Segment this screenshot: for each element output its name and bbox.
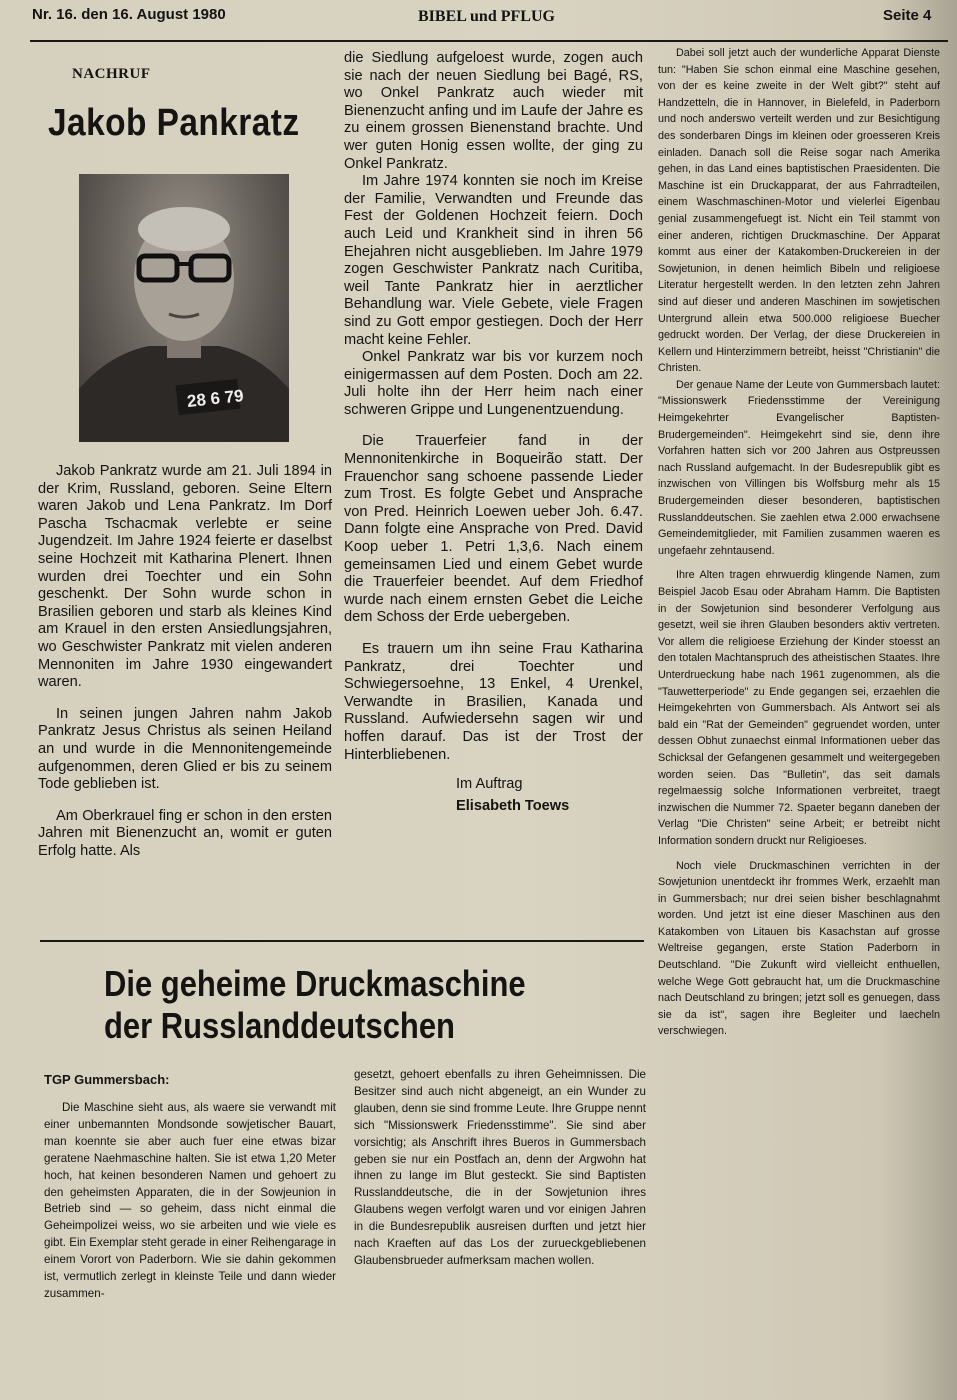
article-headline-line2: der Russlanddeutschen [104,1005,455,1046]
masthead-rule [30,40,948,42]
article-paragraph: Ihre Alten tragen ehrwuerdig klingende Namen, zum Beispiel Jacob Esau oder Abraham Hamm. Die Baptisten in der Sowjetunion sind besonderer Verfolgung aus gesetzt, weil sie ihren Glauben besonders aktiv vertreten. Vor allem die religioese Erziehung der Kinder stoesst an den totalen Machtanspruch des atheistischen Staates. Ihre Unterdrueckung habe nach 1961 zugenommen, als die "Tauwetterperiode" zu Ende gegangen sei, erzaehlen die Heimgekehrten von Gummersbach. Als Antwort sei als bald ein "Rat der Gemeinden" gegruendet worden, unter dessen Obhut zunaechst einmal Informationen ueber das Schicksal der Gefangenen gesammelt und weitergegeben worden seien. Das "Bulletin", das seit damals regelmaessig solche Informationen verbreitet, traegt inzwischen die Nummer 72. Spaeter begann daneben der Verlag "Die Christen" seine Arbeit; er betreibt nicht Information sondern druckt nur Religioeses. [658,569,940,847]
article-paragraph: Der genaue Name der Leute von Gummersbach lautet: "Missionswerk Friedensstimme der Vereinigung Heimgekehrter Evangelischer Baptisten-Brudergemeinden". Heimgekehrt sind sie, denn ihre Vorfahren hatten sich vor 200 Jahren aus Ostpreussen nach Russland aufgemacht. In der Budesrepublik gibt es inzwischen von Villingen bis Wolfsburg mehr als 15 Brudergemeinden dieser besonderen, baptistischen Russlanddeutschen. Sie zaehlen etwa 2.000 erwachsene Gemeindemitglieder, mit Familien zusammen waeren es ungefaehr zehntausend. [658,378,940,557]
portrait-illustration [79,174,289,442]
obituary-paragraph: Im Jahre 1974 konnten sie noch im Kreise der Familie, Verwandten und Freunde das Fest der Goldenen Hochzeit feiern. Doch auch Leid und Krankheit sind in ihren 56 Ehejahren nicht ausgeblieben. Im Jahre 1979 zogen Geschwister Pankratz nach Curitiba, weil Tante Pankratz hier in aerztlicher Behandlung war. Viele Gebete, viele Fragen sind zu Gott empor gestiegen. Doch der Herr macht keine Fehler. [344,173,643,348]
obituary-author: Elisabeth Toews [456,797,570,814]
obituary-paragraph: In seinen jungen Jahren nahm Jakob Pankratz Jesus Christus als seinen Heiland an und wurde in die Mennonitengemeinde aufgenommen, deren Glied er bis zu seinem Tode geblieben ist. [38,705,332,793]
newspaper-title: BIBEL und PFLUG [418,8,555,25]
obituary-kicker: NACHRUF [72,66,151,82]
obituary-paragraph: Onkel Pankratz war bis vor kurzem noch einigermassen auf dem Posten. Doch am 22. Juli holte ihn der Herr heim nach einer schweren Grippe und Lungenentzuendung. [344,349,643,418]
article-dateline: TGP Gummersbach: [44,1072,170,1087]
obituary-name: Jakob Pankratz [48,102,300,144]
photo-number-tag: 28 6 79 [186,386,245,411]
article-headline-line1: Die geheime Druckmaschine [104,963,526,1004]
issue-date: Nr. 16. den 16. August 1980 [32,6,226,23]
portrait-photo [79,174,289,442]
obituary-paragraph: die Siedlung aufgeloest wurde, zogen auch sie nach der neuen Siedlung bei Bagé, RS, wo Onkel Pankratz auch wieder mit Bienenzucht anfing und im Laufe der Jahre es zu einem grossen Bienenstand brachte. Und wer guten Honig essen wollte, der ging zu Onkel Pankratz. [344,50,643,172]
article-paragraph: gesetzt, gehoert ebenfalls zu ihren Geheimnissen. Die Besitzer sind auch nicht abgeneigt, an ein Wunder zu glauben, denn sie sind fromme Leute. Ihre Gruppe nennt sich "Missionswerk Friedensstimme". Sie sind aber vorsichtig; als Anschrift ihres Bueros in Gummersbach geben sie nur ein Postfach an, denn der Argwohn hat ihnen zu lange im Blut gesteckt. Sie sind Baptisten Russlanddeutsche, die in der Sowjetunion ihres Glaubens wegen verfolgt waren und vor einigen Jahren in die Bundesrepublik ausreisen durften und jetzt hier nach Kraeften auf das Los der zurueckgebliebenen Glaubensbrueder aufmerksam machen wollen. [354,1068,646,1267]
obituary-paragraph: Die Trauerfeier fand in der Mennonitenkirche in Boqueirão statt. Der Frauenchor sang schoene passende Lieder zum Trost. Es folgte Gebet und Ansprache von Pred. Heinrich Loewen ueber Joh. 6.47. Dann folgte eine Ansprache von Pred. David Koop ueber 1. Petri 1,3,6. Nach einem gemeinsamen Lied und einem Gebet wurde die Trauerfeier beendet. Auf dem Friedhof wurde nach einem ernsten Gebet die Leiche dem Schoss der Erde uebergeben. [344,433,643,626]
page-number: Seite 4 [883,7,932,24]
obituary-paragraph: Jakob Pankratz wurde am 21. Juli 1894 in der Krim, Russland, geboren. Seine Eltern waren Jakob und Lena Pankratz. Im Dorf Pascha Tschacmak verlebte er seine Jugendzeit. Im Jahre 1924 feierte er daselbst seine Hochzeit mit Katharina Plenert. Ihnen wurden drei Toechter und ein Sohn geschenkt. Der Sohn wurde schon in Brasilien geboren und starb als kleines Kind am Krauel in den ersten Ansiedlungsjahren, wo Geschwister Pankratz mit vielen anderen Mennoniten im Jahre 1930 eingewandert waren. [38,463,332,691]
obituary-paragraph: Am Oberkrauel fing er schon in den ersten Jahren mit Bienenzucht an, womit er guten Erfolg hatte. Als [38,807,332,859]
article-paragraph: Noch viele Druckmaschinen verrichten in der Sowjetunion unentdeckt ihr frommes Werk, erzaehlt man in Gummersbach; nur drei seien bisher beschlagnahmt worden. Und jetzt ist eine dieser Maschinen aus den Katakomben von Litauen bis Kasachstan auf grosse Weltreise gegangen, erste Station Paderborn in Deutschland. "Die Zukunft wird vielleicht enthuellen, welche Wege Gott gebraucht hat, um die Druckmaschine nach Deutschland zu bringen; jetzt soll es genuegen, dass sie da ist", sagen ihre Begleiter und laecheln verschwiegen. [658,859,940,1038]
section-divider [40,940,644,942]
obituary-paragraph: Es trauern um ihn seine Frau Katharina Pankratz, drei Toechter und Schwiegersoehne, 13 Enkel, 4 Urenkel, Verwandte in Brasilien, Kanada und Russland. Aufwiedersehn sagen wir und hoffen darauf. Das ist der Trost der Hinterbliebenen. [344,641,643,763]
article-paragraph: Die Maschine sieht aus, als waere sie verwandt mit einer unbemannten Mondsonde sowjetischer Bauart, man koennte sie aber auch fuer eine etwas bizar geratene Naehmaschine halten. Sie ist etwa 1,20 Meter hoch, hat keinen besonderen Namen und gehoert zu den geheimsten Apparaten, die in der Sowjeunion in Betrieb sind — so geheim, dass nicht einmal die Geheimpolizei weiss, wo sie arbeiten und wie viele es gibt. Ein Exemplar steht gerade in einer Reihengarage in einem Vorort von Paderborn. Wie sie dahin gekommen ist, vermutlich zerlegt in kleinste Teile und dann wieder zusammen- [44,1101,336,1300]
article-paragraph: Dabei soll jetzt auch der wunderliche Apparat Dienste tun: "Haben Sie schon einmal eine Maschine gesehen, von der es keine zweite in der Welt gibt?" steht auf Handzetteln, die in Hannover, in Bielefeld, in Paderborn und noch anderswo verteilt werden und zur Besichtigung des sonderbaren Dings im kleinen oder groesseren Kreis einladen. Danach soll die Reise sogar nach Amerika gehen, in das Land eines baptistischen Praesidenten. Die Maschine ist ein Druckapparat, der aus Fahrradteilen, einem Waschmaschinen-Motor und vielerlei Eigenbau genial zusammengefuegt ist. Nicht ein Teil stammt von einer anderen, richtigen Druckmaschine. Der Apparat kommt aus einer der Katakomben-Druckereien in der Sowjetunion, in denen heimlich Bibeln und religioese Literatur hergestellt werden. In den letzten zehn Jahren sind auf dieser und anderen Maschinen im sowjetischen Untergrund allein etwa 500.000 religioese Buecher gedruckt worden. Der Verlag, der diese Druckereien in Kellern und Hinterzimmern betreibt, heisst "Christianin" die Christen. [658,47,940,375]
obituary-signoff: Im Auftrag [456,776,523,793]
